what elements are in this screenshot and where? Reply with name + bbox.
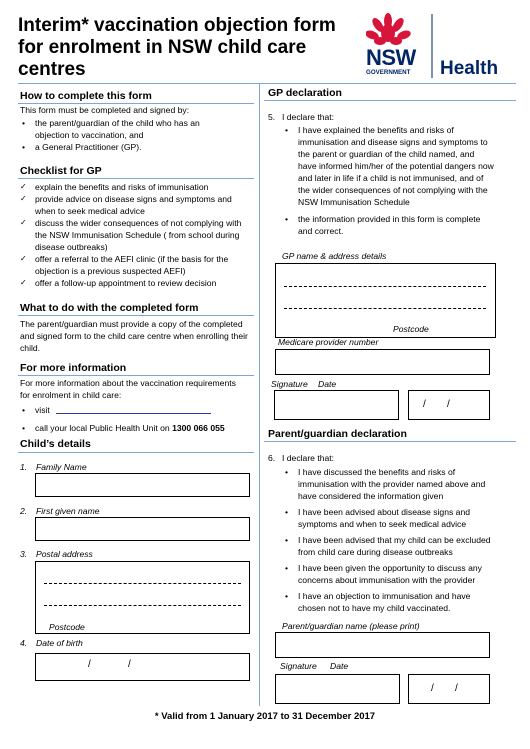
list-item: ✓ provide advice on disease signs and symptoms and when to seek medical advice <box>20 193 245 217</box>
gp-name-address-field[interactable] <box>275 263 496 338</box>
family-name-num: 1. <box>20 462 28 472</box>
first-name-num: 2. <box>20 506 28 516</box>
list-item: • I have been given the opportunity to discuss any concerns about immunisation with the provider <box>283 562 497 586</box>
medicare-number-field[interactable] <box>275 349 490 375</box>
postal-address-field[interactable] <box>35 561 250 634</box>
parent-signature-field[interactable] <box>275 674 400 704</box>
phone-number: 1300 066 055 <box>172 423 225 433</box>
list-item: • the parent/guardian of the child who has an objection to vaccination, and <box>20 117 235 141</box>
address-line <box>44 605 241 606</box>
postal-address-label: Postal address <box>36 549 93 559</box>
visit-link[interactable] <box>56 413 211 414</box>
list-item: • I have been advised about disease signs and symptoms and when to seek medical advice <box>283 506 497 530</box>
postcode-label: Postcode <box>49 622 85 632</box>
gp-heading: GP declaration <box>268 87 342 99</box>
date-separator: / <box>431 683 434 694</box>
how-to-heading: How to complete this form <box>20 90 152 102</box>
date-separator: / <box>423 399 426 410</box>
date-separator: / <box>455 683 458 694</box>
postal-address-num: 3. <box>20 549 28 559</box>
list-item: ✓ offer a referral to the AEFI clinic (if the basis for the objection is a previous suspected AEFI) <box>20 253 245 277</box>
parent-date-label: Date <box>330 661 349 671</box>
gp-name-label: GP name & address details <box>282 251 387 261</box>
nsw-health-logo <box>366 12 516 84</box>
family-name-field[interactable] <box>35 473 250 497</box>
list-item: ✓ discuss the wider consequences of not complying with the NSW Immunisation Schedule ( from school during disease outbreaks) <box>20 217 245 253</box>
dob-field[interactable] <box>35 653 250 681</box>
date-separator: / <box>128 659 131 670</box>
child-details-heading: Child’s details <box>20 438 91 450</box>
first-name-label: First given name <box>36 506 100 516</box>
child-details-rule <box>18 452 254 453</box>
logo-nsw-text: NSW <box>366 45 416 70</box>
address-line <box>284 308 486 309</box>
gp-num: 5. <box>268 112 276 122</box>
parent-declare: I declare that: <box>282 453 335 463</box>
call-text: call your local Public Health Unit on <box>35 423 173 433</box>
parent-rule <box>264 441 516 442</box>
list-item: • I have discussed the benefits and risks of immunisation with the provider named above and have considered the information given <box>283 466 497 502</box>
list-item: • I have explained the benefits and risks of immunisation and disease signs and symptoms to the parent or guardian of the child named, and have informed him/her of the potential dangers now and later in life if a child is not immunised, and of the wider consequences of not complying with the NSW Immunisation Schedule <box>283 124 495 208</box>
what-to-do-text: The parent/guardian must provide a copy of the completed and signed form to the child care centre when enrolling their child. <box>20 319 248 353</box>
parent-num: 6. <box>268 453 276 463</box>
column-divider <box>259 84 260 706</box>
gp-declare: I declare that: <box>282 112 335 122</box>
address-line <box>44 583 241 584</box>
how-to-intro: This form must be completed and signed by: <box>20 105 190 115</box>
form-title: Interim* vaccination objection form for enrolment in NSW child care centres <box>18 15 336 80</box>
gp-rule <box>264 100 516 101</box>
list-item: • I have been advised that my child can be excluded from child care during disease outbreaks <box>283 534 497 558</box>
what-to-do-heading: What to do with the completed form <box>20 302 199 314</box>
parent-name-field[interactable] <box>275 632 490 658</box>
address-line <box>284 286 486 287</box>
more-info-rule <box>18 375 254 376</box>
parent-name-label: Parent/guardian name (please print) <box>282 621 420 631</box>
more-info-heading: For more information <box>20 362 127 374</box>
what-to-do-rule <box>18 315 254 316</box>
logo-government-text: GOVERNMENT <box>366 69 411 76</box>
parent-date-field[interactable] <box>408 674 490 704</box>
parent-signature-label: Signature <box>280 661 317 671</box>
gp-declaration-list <box>283 124 495 237</box>
list-item: • a General Practitioner (GP). <box>20 141 235 153</box>
list-item: ✓ explain the benefits and risks of immunisation <box>20 181 245 193</box>
date-separator: / <box>88 659 91 670</box>
gp-signature-field[interactable] <box>274 390 399 420</box>
gp-date-field[interactable] <box>408 390 490 420</box>
dob-num: 4. <box>20 638 28 648</box>
medicare-label: Medicare provider number <box>278 337 379 347</box>
logo-health-text: Health <box>440 58 499 79</box>
first-name-field[interactable] <box>35 517 250 541</box>
gp-signature-label: Signature <box>271 379 308 389</box>
validity-footer: * Valid from 1 January 2017 to 31 December 2017 <box>154 711 376 722</box>
gp-date-label: Date <box>318 379 337 389</box>
list-item <box>20 404 255 416</box>
date-separator: / <box>447 399 450 410</box>
dob-label: Date of birth <box>36 638 83 648</box>
more-info-text: For more information about the vaccination requirements for enrolment in child care: <box>20 378 236 400</box>
checklist-rule <box>18 178 254 179</box>
header-rule <box>18 83 516 84</box>
how-to-list <box>20 117 235 153</box>
more-info-list <box>20 404 255 434</box>
visit-label: visit <box>35 405 50 415</box>
list-item <box>20 422 255 434</box>
checklist-heading: Checklist for GP <box>20 165 102 177</box>
gp-postcode-label: Postcode <box>393 324 429 334</box>
checklist-list <box>20 181 245 289</box>
parent-heading: Parent/guardian declaration <box>268 428 407 440</box>
family-name-label: Family Name <box>36 462 87 472</box>
list-item: • I have an objection to immunisation and have chosen not to have my child vaccinated. <box>283 590 497 614</box>
list-item: ✓ offer a follow-up appointment to review decision <box>20 277 245 289</box>
parent-declaration-list <box>283 466 497 614</box>
list-item: • the information provided in this form is complete and correct. <box>283 213 495 237</box>
